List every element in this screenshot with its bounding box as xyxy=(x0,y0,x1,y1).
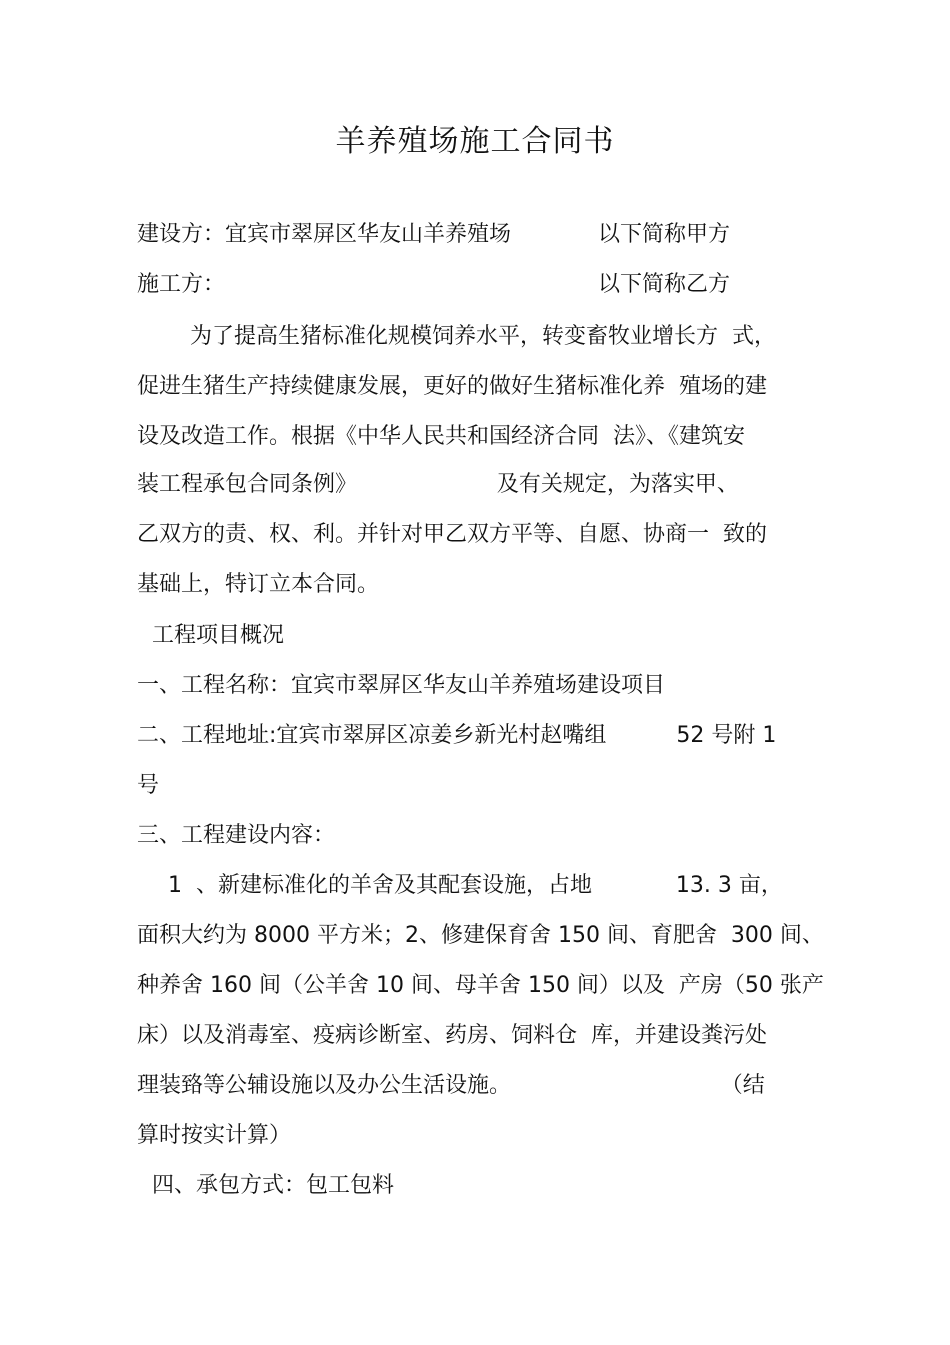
content-line-5: 理装臵等公辅设施以及办公生活设施。 （结 xyxy=(137,1073,765,1098)
content-line-2: 面积大约为 8000 平方米；2、修建保育舍 150 间、育肥舍 300 间、 xyxy=(137,923,824,948)
builder-alias: 以下简称甲方 xyxy=(598,222,731,247)
contractor-party: 施工方： xyxy=(137,272,226,297)
contract-method: 四、承包方式：包工包料 xyxy=(152,1173,395,1198)
preamble-line-4: 装工程承包合同条例》 及有关规定，为落实甲、 xyxy=(137,472,739,497)
builder-party: 建设方：宜宾市翠屏区华友山羊养殖场 xyxy=(137,222,512,247)
contractor-alias: 以下简称乙方 xyxy=(598,272,731,297)
content-line-4: 床）以及消毒室、疫病诊断室、药房、饲料仓 库，并建设粪污处 xyxy=(137,1023,767,1048)
content-line-3: 种养舍 160 间（公羊舍 10 间、母羊舍 150 间）以及 产房（50 张产 xyxy=(137,973,824,998)
content-line-1: 1 、新建标准化的羊舍及其配套设施，占地 13. 3 亩， xyxy=(168,873,783,898)
preamble-line-2: 促进生猪生产持续健康发展，更好的做好生猪标准化养 殖场的建 xyxy=(137,374,767,399)
preamble-line-6: 基础上，特订立本合同。 xyxy=(137,572,380,597)
construction-content-heading: 三、工程建设内容： xyxy=(137,823,336,848)
project-address-line-2: 号 xyxy=(137,773,160,798)
document-title: 羊养殖场施工合同书 xyxy=(335,124,615,159)
preamble-line-5: 乙双方的责、权、利。并针对甲乙双方平等、自愿、协商一 致的 xyxy=(137,522,767,547)
preamble-line-1: 为了提高生猪标准化规模饲养水平，转变畜牧业增长方 式， xyxy=(190,324,776,349)
content-line-6: 算时按实计算） xyxy=(137,1123,292,1148)
preamble-line-3: 设及改造工作。根据《中华人民共和国经济合同 法》、《建筑安 xyxy=(137,424,745,449)
section-heading: 工程项目概况 xyxy=(152,623,285,648)
project-name: 一、工程名称：宜宾市翠屏区华友山羊养殖场建设项目 xyxy=(137,673,666,698)
project-address-line-1: 二、工程地址:宜宾市翠屏区凉姜乡新光村赵嘴组 52 号附 1 xyxy=(137,723,777,748)
